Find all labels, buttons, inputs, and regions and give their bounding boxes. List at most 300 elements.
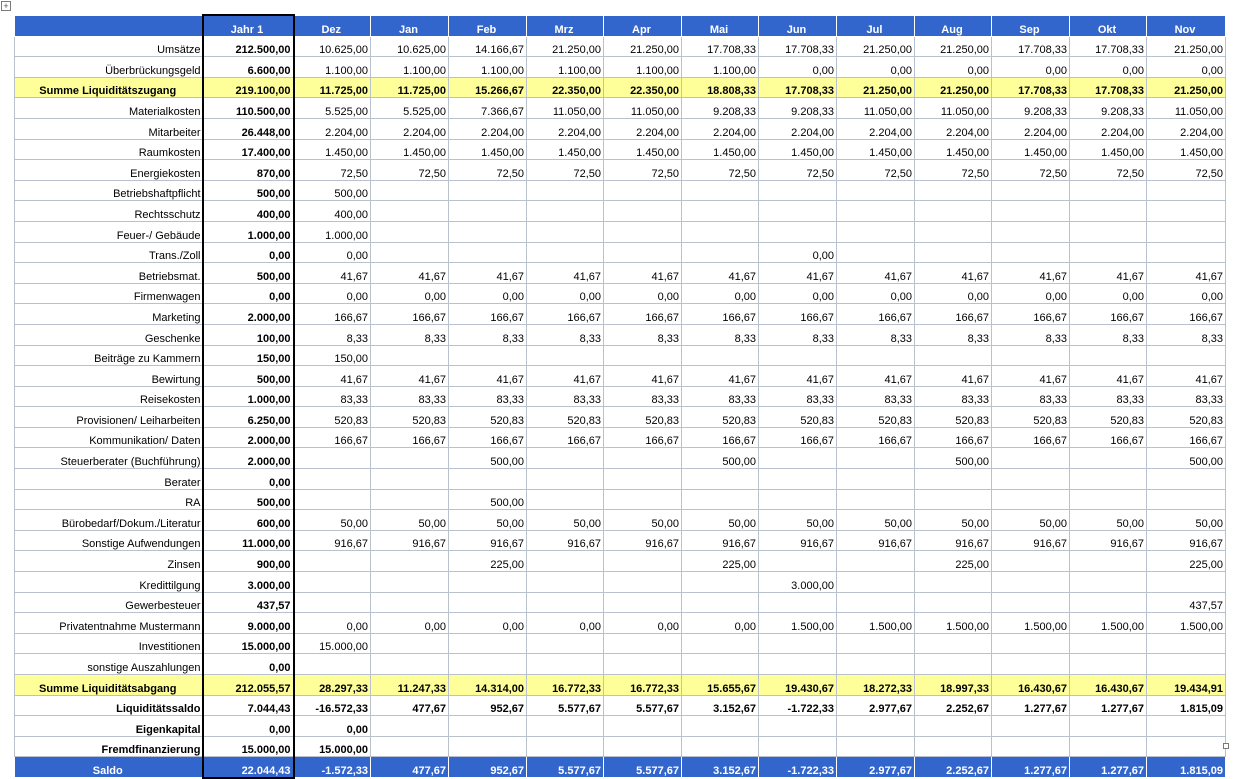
month-value-cell[interactable]: 1.000,00 <box>294 221 371 242</box>
month-value-cell[interactable]: 1.100,00 <box>371 57 449 78</box>
month-value-cell[interactable]: 1.100,00 <box>527 57 604 78</box>
year-total-cell[interactable]: 150,00 <box>203 345 294 366</box>
month-value-cell[interactable]: 2.204,00 <box>759 118 837 139</box>
month-value-cell[interactable]: 520,83 <box>759 407 837 428</box>
month-value-cell[interactable]: 50,00 <box>837 510 915 531</box>
year-total-cell[interactable]: 22.044,43 <box>203 757 294 778</box>
month-value-cell[interactable]: 50,00 <box>527 510 604 531</box>
month-value-cell[interactable] <box>759 448 837 469</box>
month-value-cell[interactable]: 0,00 <box>915 283 992 304</box>
column-header-jahr-1[interactable]: Jahr 1 <box>203 15 294 36</box>
month-value-cell[interactable]: 41,67 <box>992 366 1070 387</box>
month-value-cell[interactable] <box>837 736 915 757</box>
month-value-cell[interactable] <box>837 716 915 737</box>
month-value-cell[interactable]: -16.572,33 <box>294 695 371 716</box>
month-value-cell[interactable] <box>682 633 759 654</box>
month-value-cell[interactable] <box>837 345 915 366</box>
month-value-cell[interactable] <box>1070 633 1147 654</box>
month-value-cell[interactable]: 5.525,00 <box>371 98 449 119</box>
month-value-cell[interactable]: 520,83 <box>294 407 371 428</box>
year-total-cell[interactable]: 212.500,00 <box>203 36 294 57</box>
month-value-cell[interactable]: 166,67 <box>682 304 759 325</box>
month-value-cell[interactable]: 166,67 <box>915 304 992 325</box>
month-value-cell[interactable]: 166,67 <box>527 427 604 448</box>
row-label[interactable]: Energiekosten <box>15 160 203 181</box>
month-value-cell[interactable]: 1.500,00 <box>915 613 992 634</box>
month-value-cell[interactable] <box>837 242 915 263</box>
month-value-cell[interactable]: 17.708,33 <box>992 36 1070 57</box>
month-value-cell[interactable] <box>294 469 371 490</box>
month-value-cell[interactable]: 0,00 <box>1070 57 1147 78</box>
month-value-cell[interactable]: 83,33 <box>527 386 604 407</box>
month-value-cell[interactable] <box>1070 572 1147 593</box>
month-value-cell[interactable] <box>992 716 1070 737</box>
year-total-cell[interactable]: 0,00 <box>203 283 294 304</box>
month-value-cell[interactable] <box>449 736 527 757</box>
month-value-cell[interactable]: 8,33 <box>527 324 604 345</box>
row-label[interactable]: Eigenkapital <box>15 716 203 737</box>
month-value-cell[interactable]: 916,67 <box>294 530 371 551</box>
month-value-cell[interactable]: 0,00 <box>527 283 604 304</box>
month-value-cell[interactable] <box>992 201 1070 222</box>
year-total-cell[interactable]: 1.000,00 <box>203 386 294 407</box>
month-value-cell[interactable] <box>1147 221 1226 242</box>
month-value-cell[interactable]: 41,67 <box>371 263 449 284</box>
month-value-cell[interactable]: 41,67 <box>449 263 527 284</box>
month-value-cell[interactable]: 1.450,00 <box>915 139 992 160</box>
month-value-cell[interactable] <box>1147 572 1226 593</box>
month-value-cell[interactable] <box>915 180 992 201</box>
month-value-cell[interactable]: 916,67 <box>992 530 1070 551</box>
month-value-cell[interactable] <box>449 654 527 675</box>
month-value-cell[interactable]: 17.708,33 <box>682 36 759 57</box>
month-value-cell[interactable] <box>604 345 682 366</box>
month-value-cell[interactable]: 1.450,00 <box>682 139 759 160</box>
month-value-cell[interactable]: 83,33 <box>294 386 371 407</box>
month-value-cell[interactable]: 5.577,67 <box>527 695 604 716</box>
month-value-cell[interactable] <box>527 489 604 510</box>
month-value-cell[interactable]: 16.772,33 <box>527 675 604 696</box>
month-value-cell[interactable]: 8,33 <box>1147 324 1226 345</box>
month-value-cell[interactable] <box>1147 489 1226 510</box>
month-value-cell[interactable]: 21.250,00 <box>837 77 915 98</box>
row-label[interactable]: Saldo <box>15 757 203 778</box>
month-value-cell[interactable]: 1.450,00 <box>527 139 604 160</box>
month-value-cell[interactable] <box>992 448 1070 469</box>
month-value-cell[interactable] <box>527 551 604 572</box>
month-value-cell[interactable] <box>682 736 759 757</box>
month-value-cell[interactable] <box>837 489 915 510</box>
month-value-cell[interactable]: 1.450,00 <box>1147 139 1226 160</box>
row-label[interactable]: Raumkosten <box>15 139 203 160</box>
month-value-cell[interactable]: 16.772,33 <box>604 675 682 696</box>
month-value-cell[interactable] <box>371 551 449 572</box>
month-value-cell[interactable]: 1.450,00 <box>604 139 682 160</box>
month-value-cell[interactable]: 21.250,00 <box>1147 77 1226 98</box>
year-total-cell[interactable]: 437,57 <box>203 592 294 613</box>
month-value-cell[interactable] <box>992 654 1070 675</box>
month-value-cell[interactable] <box>759 654 837 675</box>
month-value-cell[interactable]: 1.500,00 <box>759 613 837 634</box>
month-value-cell[interactable]: 83,33 <box>992 386 1070 407</box>
year-total-cell[interactable]: 600,00 <box>203 510 294 531</box>
month-value-cell[interactable]: 520,83 <box>1070 407 1147 428</box>
month-value-cell[interactable]: 8,33 <box>371 324 449 345</box>
month-value-cell[interactable]: 166,67 <box>449 427 527 448</box>
month-value-cell[interactable] <box>1070 221 1147 242</box>
month-value-cell[interactable] <box>682 221 759 242</box>
month-value-cell[interactable]: 41,67 <box>449 366 527 387</box>
year-total-cell[interactable]: 870,00 <box>203 160 294 181</box>
month-value-cell[interactable] <box>915 572 992 593</box>
month-value-cell[interactable] <box>1070 716 1147 737</box>
month-value-cell[interactable] <box>1070 242 1147 263</box>
month-value-cell[interactable]: 166,67 <box>449 304 527 325</box>
month-value-cell[interactable] <box>604 633 682 654</box>
month-value-cell[interactable] <box>527 716 604 737</box>
month-value-cell[interactable] <box>992 572 1070 593</box>
month-value-cell[interactable]: 0,00 <box>604 613 682 634</box>
month-value-cell[interactable]: 1.277,67 <box>1070 695 1147 716</box>
month-value-cell[interactable] <box>604 572 682 593</box>
month-value-cell[interactable]: 3.000,00 <box>759 572 837 593</box>
month-value-cell[interactable]: 952,67 <box>449 695 527 716</box>
column-header-apr[interactable]: Apr <box>604 15 682 36</box>
year-total-cell[interactable]: 0,00 <box>203 469 294 490</box>
month-value-cell[interactable] <box>915 242 992 263</box>
month-value-cell[interactable] <box>1070 345 1147 366</box>
month-value-cell[interactable] <box>992 489 1070 510</box>
month-value-cell[interactable]: 15.655,67 <box>682 675 759 696</box>
month-value-cell[interactable]: 500,00 <box>915 448 992 469</box>
row-label[interactable]: Umsätze <box>15 36 203 57</box>
month-value-cell[interactable] <box>915 736 992 757</box>
month-value-cell[interactable]: 3.152,67 <box>682 757 759 778</box>
month-value-cell[interactable] <box>527 221 604 242</box>
month-value-cell[interactable]: 916,67 <box>837 530 915 551</box>
month-value-cell[interactable]: 1.500,00 <box>837 613 915 634</box>
month-value-cell[interactable]: 166,67 <box>759 427 837 448</box>
month-value-cell[interactable]: 916,67 <box>759 530 837 551</box>
month-value-cell[interactable]: 72,50 <box>294 160 371 181</box>
month-value-cell[interactable]: 0,00 <box>371 613 449 634</box>
month-value-cell[interactable]: 8,33 <box>759 324 837 345</box>
month-value-cell[interactable]: 0,00 <box>759 283 837 304</box>
month-value-cell[interactable]: 0,00 <box>992 57 1070 78</box>
month-value-cell[interactable]: 916,67 <box>1147 530 1226 551</box>
month-value-cell[interactable]: 19.430,67 <box>759 675 837 696</box>
column-header-aug[interactable]: Aug <box>915 15 992 36</box>
month-value-cell[interactable]: 0,00 <box>759 242 837 263</box>
month-value-cell[interactable]: 41,67 <box>294 366 371 387</box>
month-value-cell[interactable] <box>915 345 992 366</box>
month-value-cell[interactable]: 11.050,00 <box>527 98 604 119</box>
month-value-cell[interactable]: 50,00 <box>449 510 527 531</box>
month-value-cell[interactable]: 83,33 <box>1070 386 1147 407</box>
month-value-cell[interactable]: 166,67 <box>527 304 604 325</box>
month-value-cell[interactable]: 225,00 <box>1147 551 1226 572</box>
month-value-cell[interactable]: 520,83 <box>371 407 449 428</box>
month-value-cell[interactable] <box>1147 180 1226 201</box>
row-label[interactable]: Gewerbesteuer <box>15 592 203 613</box>
month-value-cell[interactable]: 72,50 <box>527 160 604 181</box>
month-value-cell[interactable]: 21.250,00 <box>837 36 915 57</box>
month-value-cell[interactable]: 41,67 <box>915 366 992 387</box>
row-label[interactable]: Beiträge zu Kammern <box>15 345 203 366</box>
month-value-cell[interactable]: 11.050,00 <box>604 98 682 119</box>
month-value-cell[interactable]: 8,33 <box>992 324 1070 345</box>
month-value-cell[interactable]: 83,33 <box>1147 386 1226 407</box>
month-value-cell[interactable]: 1.277,67 <box>992 695 1070 716</box>
month-value-cell[interactable]: 0,00 <box>759 57 837 78</box>
month-value-cell[interactable] <box>527 633 604 654</box>
month-value-cell[interactable]: 0,00 <box>371 283 449 304</box>
row-label[interactable]: Summe Liquiditätsabgang <box>15 675 203 696</box>
month-value-cell[interactable]: 437,57 <box>1147 592 1226 613</box>
month-value-cell[interactable]: 72,50 <box>992 160 1070 181</box>
month-value-cell[interactable]: 166,67 <box>992 427 1070 448</box>
month-value-cell[interactable] <box>992 736 1070 757</box>
month-value-cell[interactable] <box>992 633 1070 654</box>
month-value-cell[interactable] <box>371 345 449 366</box>
month-value-cell[interactable]: 500,00 <box>682 448 759 469</box>
row-label[interactable]: Rechtsschutz <box>15 201 203 222</box>
month-value-cell[interactable]: 41,67 <box>371 366 449 387</box>
month-value-cell[interactable]: 952,67 <box>449 757 527 778</box>
month-value-cell[interactable]: 41,67 <box>837 366 915 387</box>
month-value-cell[interactable] <box>371 592 449 613</box>
month-value-cell[interactable] <box>759 736 837 757</box>
month-value-cell[interactable] <box>604 592 682 613</box>
month-value-cell[interactable] <box>604 180 682 201</box>
year-total-cell[interactable]: 2.000,00 <box>203 304 294 325</box>
month-value-cell[interactable] <box>449 180 527 201</box>
month-value-cell[interactable]: 0,00 <box>449 613 527 634</box>
month-value-cell[interactable] <box>371 633 449 654</box>
month-value-cell[interactable]: 15.000,00 <box>294 633 371 654</box>
month-value-cell[interactable] <box>992 551 1070 572</box>
month-value-cell[interactable]: 0,00 <box>992 283 1070 304</box>
row-label[interactable]: Sonstige Aufwendungen <box>15 530 203 551</box>
month-value-cell[interactable]: 0,00 <box>527 613 604 634</box>
month-value-cell[interactable]: 50,00 <box>992 510 1070 531</box>
year-total-cell[interactable]: 0,00 <box>203 654 294 675</box>
month-value-cell[interactable]: 7.366,67 <box>449 98 527 119</box>
month-value-cell[interactable]: 0,00 <box>837 283 915 304</box>
month-value-cell[interactable] <box>759 592 837 613</box>
year-total-cell[interactable]: 500,00 <box>203 489 294 510</box>
month-value-cell[interactable] <box>992 221 1070 242</box>
month-value-cell[interactable]: 1.500,00 <box>1070 613 1147 634</box>
row-label[interactable]: Provisionen/ Leiharbeiten <box>15 407 203 428</box>
month-value-cell[interactable]: 1.450,00 <box>759 139 837 160</box>
month-value-cell[interactable] <box>1147 242 1226 263</box>
month-value-cell[interactable]: 916,67 <box>527 530 604 551</box>
month-value-cell[interactable] <box>682 201 759 222</box>
month-value-cell[interactable]: 1.450,00 <box>294 139 371 160</box>
month-value-cell[interactable]: 21.250,00 <box>915 36 992 57</box>
year-total-cell[interactable]: 17.400,00 <box>203 139 294 160</box>
month-value-cell[interactable] <box>1070 448 1147 469</box>
month-value-cell[interactable] <box>682 345 759 366</box>
month-value-cell[interactable]: 21.250,00 <box>527 36 604 57</box>
month-value-cell[interactable] <box>1070 469 1147 490</box>
year-total-cell[interactable]: 400,00 <box>203 201 294 222</box>
row-label[interactable]: Liquiditätssaldo <box>15 695 203 716</box>
month-value-cell[interactable]: 9.208,33 <box>992 98 1070 119</box>
month-value-cell[interactable]: 225,00 <box>682 551 759 572</box>
month-value-cell[interactable] <box>837 572 915 593</box>
month-value-cell[interactable]: 500,00 <box>449 448 527 469</box>
month-value-cell[interactable]: 50,00 <box>759 510 837 531</box>
month-value-cell[interactable] <box>837 180 915 201</box>
month-value-cell[interactable]: 72,50 <box>371 160 449 181</box>
column-header-jun[interactable]: Jun <box>759 15 837 36</box>
month-value-cell[interactable] <box>449 572 527 593</box>
month-value-cell[interactable]: 72,50 <box>915 160 992 181</box>
month-value-cell[interactable] <box>682 242 759 263</box>
month-value-cell[interactable]: 400,00 <box>294 201 371 222</box>
month-value-cell[interactable]: 41,67 <box>604 366 682 387</box>
year-total-cell[interactable]: 9.000,00 <box>203 613 294 634</box>
month-value-cell[interactable]: 41,67 <box>1147 263 1226 284</box>
month-value-cell[interactable]: 17.708,33 <box>1070 77 1147 98</box>
month-value-cell[interactable] <box>915 201 992 222</box>
month-value-cell[interactable] <box>527 572 604 593</box>
month-value-cell[interactable] <box>527 201 604 222</box>
month-value-cell[interactable]: 1.450,00 <box>371 139 449 160</box>
row-label[interactable]: Fremdfinanzierung <box>15 736 203 757</box>
month-value-cell[interactable]: 0,00 <box>1070 283 1147 304</box>
month-value-cell[interactable]: -1.722,33 <box>759 695 837 716</box>
month-value-cell[interactable]: 83,33 <box>915 386 992 407</box>
month-value-cell[interactable] <box>759 180 837 201</box>
month-value-cell[interactable]: 166,67 <box>294 304 371 325</box>
month-value-cell[interactable]: 0,00 <box>294 613 371 634</box>
month-value-cell[interactable]: 83,33 <box>837 386 915 407</box>
month-value-cell[interactable] <box>992 242 1070 263</box>
month-value-cell[interactable] <box>604 448 682 469</box>
month-value-cell[interactable]: 2.204,00 <box>992 118 1070 139</box>
month-value-cell[interactable]: 41,67 <box>527 263 604 284</box>
month-value-cell[interactable] <box>992 345 1070 366</box>
year-total-cell[interactable]: 15.000,00 <box>203 633 294 654</box>
month-value-cell[interactable]: 41,67 <box>682 366 759 387</box>
month-value-cell[interactable]: 477,67 <box>371 695 449 716</box>
month-value-cell[interactable]: 8,33 <box>915 324 992 345</box>
month-value-cell[interactable]: 1.450,00 <box>992 139 1070 160</box>
column-header-mai[interactable]: Mai <box>682 15 759 36</box>
month-value-cell[interactable]: 83,33 <box>371 386 449 407</box>
month-value-cell[interactable] <box>1070 551 1147 572</box>
year-total-cell[interactable]: 1.000,00 <box>203 221 294 242</box>
month-value-cell[interactable]: 72,50 <box>1147 160 1226 181</box>
month-value-cell[interactable]: 10.625,00 <box>371 36 449 57</box>
month-value-cell[interactable]: 16.430,67 <box>1070 675 1147 696</box>
month-value-cell[interactable] <box>1147 716 1226 737</box>
month-value-cell[interactable]: 72,50 <box>1070 160 1147 181</box>
move-handle-icon[interactable]: + <box>1 1 11 11</box>
month-value-cell[interactable]: 11.050,00 <box>915 98 992 119</box>
month-value-cell[interactable]: 17.708,33 <box>1070 36 1147 57</box>
month-value-cell[interactable] <box>992 592 1070 613</box>
month-value-cell[interactable]: 166,67 <box>604 304 682 325</box>
month-value-cell[interactable]: 8,33 <box>294 324 371 345</box>
month-value-cell[interactable]: 11.050,00 <box>1147 98 1226 119</box>
month-value-cell[interactable]: 1.815,09 <box>1147 757 1226 778</box>
month-value-cell[interactable] <box>371 736 449 757</box>
month-value-cell[interactable] <box>449 201 527 222</box>
month-value-cell[interactable]: 72,50 <box>759 160 837 181</box>
month-value-cell[interactable]: 520,83 <box>837 407 915 428</box>
month-value-cell[interactable]: 2.204,00 <box>1070 118 1147 139</box>
month-value-cell[interactable] <box>294 572 371 593</box>
month-value-cell[interactable]: 72,50 <box>682 160 759 181</box>
month-value-cell[interactable]: 0,00 <box>294 716 371 737</box>
month-value-cell[interactable] <box>449 592 527 613</box>
month-value-cell[interactable] <box>1147 469 1226 490</box>
row-label[interactable]: Investitionen <box>15 633 203 654</box>
month-value-cell[interactable]: 1.500,00 <box>992 613 1070 634</box>
month-value-cell[interactable] <box>682 716 759 737</box>
year-total-cell[interactable]: 2.000,00 <box>203 427 294 448</box>
column-header-dez[interactable]: Dez <box>294 15 371 36</box>
month-value-cell[interactable]: 0,00 <box>1147 57 1226 78</box>
month-value-cell[interactable] <box>527 242 604 263</box>
month-value-cell[interactable] <box>527 469 604 490</box>
month-value-cell[interactable]: 166,67 <box>371 427 449 448</box>
month-value-cell[interactable]: 41,67 <box>1147 366 1226 387</box>
month-value-cell[interactable]: 41,67 <box>527 366 604 387</box>
month-value-cell[interactable]: 2.252,67 <box>915 757 992 778</box>
row-label[interactable]: Bürobedarf/Dokum./Literatur <box>15 510 203 531</box>
row-label[interactable]: Betriebshaftpflicht <box>15 180 203 201</box>
month-value-cell[interactable] <box>915 716 992 737</box>
month-value-cell[interactable] <box>759 551 837 572</box>
year-total-cell[interactable]: 0,00 <box>203 716 294 737</box>
row-label[interactable]: Reisekosten <box>15 386 203 407</box>
month-value-cell[interactable] <box>682 592 759 613</box>
year-total-cell[interactable]: 3.000,00 <box>203 572 294 593</box>
month-value-cell[interactable]: 0,00 <box>682 613 759 634</box>
month-value-cell[interactable]: 11.247,33 <box>371 675 449 696</box>
month-value-cell[interactable] <box>1070 592 1147 613</box>
month-value-cell[interactable]: 50,00 <box>294 510 371 531</box>
month-value-cell[interactable]: 41,67 <box>294 263 371 284</box>
month-value-cell[interactable] <box>604 716 682 737</box>
month-value-cell[interactable] <box>604 221 682 242</box>
month-value-cell[interactable] <box>759 345 837 366</box>
month-value-cell[interactable]: 9.208,33 <box>1070 98 1147 119</box>
month-value-cell[interactable]: 520,83 <box>604 407 682 428</box>
month-value-cell[interactable]: 8,33 <box>1070 324 1147 345</box>
month-value-cell[interactable]: 5.525,00 <box>294 98 371 119</box>
month-value-cell[interactable]: 1.815,09 <box>1147 695 1226 716</box>
month-value-cell[interactable]: 8,33 <box>837 324 915 345</box>
month-value-cell[interactable] <box>294 489 371 510</box>
month-value-cell[interactable]: 50,00 <box>1147 510 1226 531</box>
month-value-cell[interactable]: 500,00 <box>1147 448 1226 469</box>
month-value-cell[interactable]: 21.250,00 <box>604 36 682 57</box>
month-value-cell[interactable] <box>604 489 682 510</box>
month-value-cell[interactable] <box>371 201 449 222</box>
month-value-cell[interactable]: 28.297,33 <box>294 675 371 696</box>
year-total-cell[interactable]: 26.448,00 <box>203 118 294 139</box>
month-value-cell[interactable]: 41,67 <box>1070 366 1147 387</box>
month-value-cell[interactable]: 2.204,00 <box>449 118 527 139</box>
month-value-cell[interactable]: 916,67 <box>371 530 449 551</box>
year-total-cell[interactable]: 6.600,00 <box>203 57 294 78</box>
